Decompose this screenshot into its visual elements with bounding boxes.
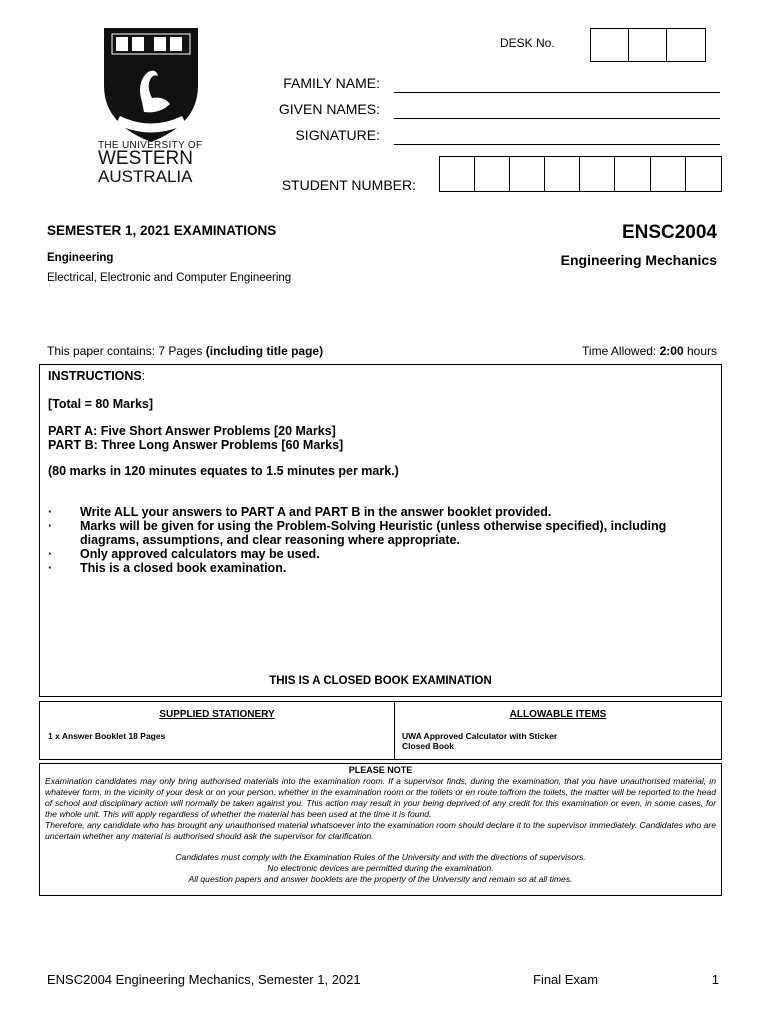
- instruction-bullet-2: · Marks will be given for using the Problem-Solving Heuristic (unless otherwise specified), including: [48, 519, 667, 533]
- university-line3: AUSTRALIA: [98, 167, 193, 186]
- instructions-box: [39, 364, 722, 697]
- family-name-label: FAMILY NAME:: [283, 75, 380, 91]
- instruction-bullet-2-cont: diagrams, assumptions, and clear reasoning where appropriate.: [80, 533, 460, 547]
- time-label: Time Allowed:: [582, 344, 660, 358]
- family-name-field[interactable]: [394, 91, 720, 93]
- student-number-boxes[interactable]: [439, 156, 722, 192]
- page-count-note: (including title page): [205, 344, 324, 358]
- note-paragraph-2: Therefore, any candidate who has brought any unauthorised material whatsoever into the examination room should declare it to the supervisor immediately. Candidates who are uncertain whether any material is authorised should ask the supervisor for clarification.: [45, 820, 716, 841]
- closed-book-notice: THIS IS A CLOSED BOOK EXAMINATION: [269, 675, 492, 687]
- desk-label: DESK No.: [500, 36, 555, 50]
- please-note-heading: PLEASE NOTE: [348, 765, 413, 775]
- bullet-text: Marks will be given for using the Problem-Solving Heuristic (unless otherwise specified), including: [80, 519, 667, 533]
- bullet-text: Only approved calculators may be used.: [80, 547, 320, 561]
- desk-number-boxes[interactable]: [590, 28, 706, 62]
- time-allowed: [582, 344, 717, 358]
- total-marks: [Total = 80 Marks]: [48, 397, 154, 411]
- bullet-text: This is a closed book examination.: [80, 561, 287, 575]
- unit-code: ENSC2004: [621, 222, 717, 243]
- instruction-bullet-1: · Write ALL your answers to PART A and PART B in the answer booklet provided.: [48, 505, 552, 519]
- page-count-text: This paper contains: 7 Pages: [47, 344, 206, 358]
- note-rules: Candidates must comply with the Examination Rules of the University and with the directions of supervisors.: [175, 852, 586, 862]
- unit-name: Engineering Mechanics: [560, 252, 717, 268]
- marks-rate: (80 marks in 120 minutes equates to 1.5 minutes per mark.): [48, 464, 399, 478]
- instructions-heading-text: INSTRUCTIONS: [48, 369, 142, 383]
- university-line2: WESTERN: [98, 148, 193, 169]
- instruction-bullet-4: · This is a closed book examination.: [48, 561, 287, 575]
- note-devices: No electronic devices are permitted during the examination.: [267, 863, 494, 873]
- signature-label: SIGNATURE:: [295, 127, 380, 143]
- page-number: 1: [711, 972, 719, 987]
- allowable-item-2: Closed Book: [402, 741, 454, 751]
- faculty: Engineering: [47, 252, 114, 264]
- department: Electrical, Electronic and Computer Engineering: [47, 272, 292, 284]
- student-number-label: STUDENT NUMBER:: [281, 177, 416, 193]
- part-a: PART A: Five Short Answer Problems [20 Marks]: [48, 424, 336, 438]
- page-count: [47, 344, 323, 358]
- signature-field[interactable]: [394, 143, 720, 145]
- note-property: All question papers and answer booklets are the property of the University and remain so at all times.: [188, 874, 573, 884]
- given-names-label: GIVEN NAMES:: [278, 101, 380, 117]
- allowable-item-1: UWA Approved Calculator with Sticker: [402, 731, 558, 741]
- supplied-heading: SUPPLIED STATIONERY: [159, 709, 275, 720]
- time-value: 2:00: [659, 344, 684, 358]
- part-b: PART B: Three Long Answer Problems [60 Marks]: [48, 438, 344, 452]
- given-names-field[interactable]: [394, 117, 720, 119]
- instructions-heading: INSTRUCTIONS:: [48, 369, 146, 383]
- allowable-heading: ALLOWABLE ITEMS: [509, 709, 607, 720]
- university-line1: THE UNIVERSITY OF: [98, 140, 203, 151]
- footer-title: ENSC2004 Engineering Mechanics, Semester 1, 2021: [47, 972, 361, 987]
- note-paragraph-1: Examination candidates may only bring authorised materials into the examination room. If a supervisor finds, during the examination, that you have unauthorised material, in whatever form, in the vicinity of your desk or on your person, whether in the examination room or the toilets or en route to/from the toilets, the matter will be reported to the head of school and disciplinary action will normally be taken against you. This action may result in your being deprived of any credit for this examination or even, in some cases, for the whole unit. This will apply regardless of whether the material has been used at the time it is found.: [45, 776, 716, 819]
- stationery-box: [39, 701, 722, 760]
- supplied-item: 1 x Answer Booklet 18 Pages: [48, 731, 166, 741]
- instruction-bullet-3: · Only approved calculators may be used.: [48, 547, 320, 561]
- semester-title: SEMESTER 1, 2021 EXAMINATIONS: [47, 223, 277, 238]
- please-note-box: [39, 763, 722, 896]
- bullet-text: Write ALL your answers to PART A and PART B in the answer booklet provided.: [80, 505, 552, 519]
- time-unit: hours: [683, 344, 717, 358]
- footer-exam-type: Final Exam: [533, 972, 599, 987]
